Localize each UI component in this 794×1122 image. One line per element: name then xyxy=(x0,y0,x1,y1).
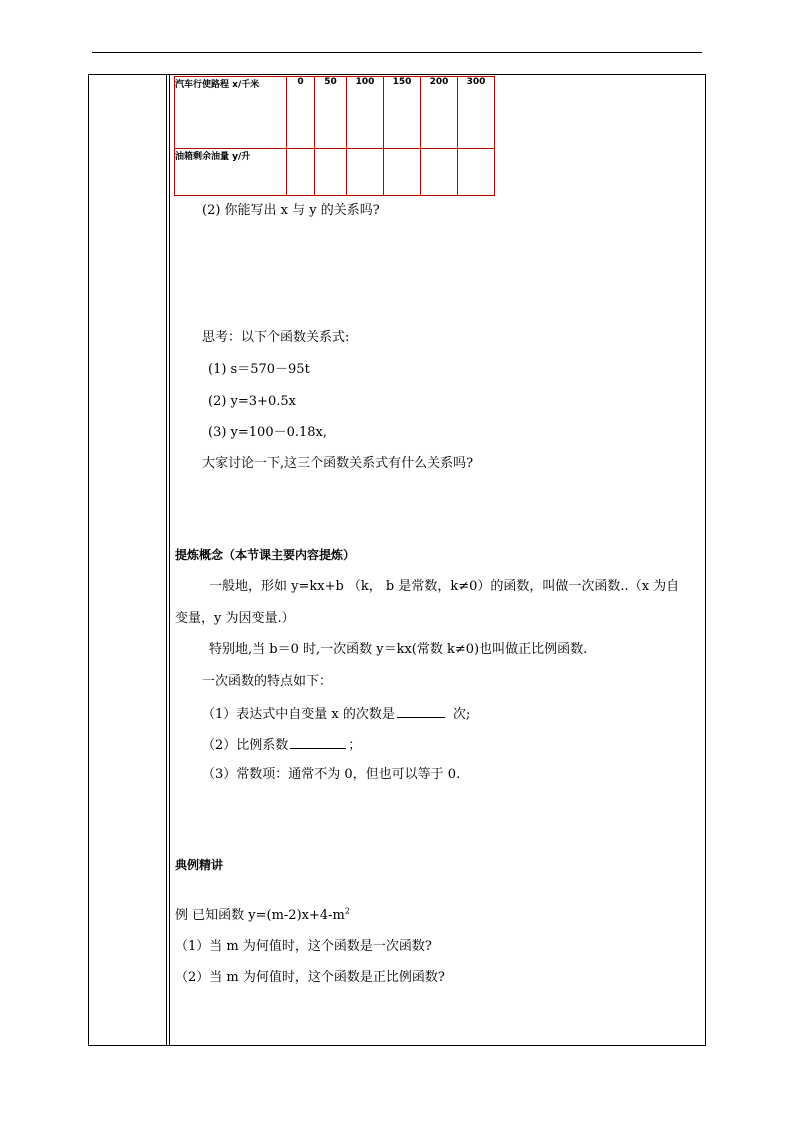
example-question-1: （1）当 m 为何值时，这个函数是一次函数? xyxy=(175,939,432,954)
table-cell: 0 xyxy=(287,77,315,149)
table-cell xyxy=(315,149,347,196)
header-rule xyxy=(92,52,702,53)
concept-line-4: 一次函数的特点如下： xyxy=(202,674,333,689)
table-row xyxy=(175,77,495,149)
concept-line-3: 特别地,当 b＝0 时,一次函数 y＝kx(常数 k≠0)也叫做正比例函数. xyxy=(209,642,588,657)
concept-line-1: 一般地，形如 y=kx+b （k， b 是常数，k≠0）的函数，叫做一次函数..（x 为自 xyxy=(209,579,680,594)
feature-item-2-suffix: ； xyxy=(348,738,362,753)
equation-1: (1) s＝570－95t xyxy=(208,362,310,377)
example-stem-text: 例 已知函数 y=(m-2)x+4-m xyxy=(175,908,345,923)
discussion-prompt: 大家讨论一下,这三个函数关系式有什么关系吗? xyxy=(202,456,474,471)
feature-item-1-suffix: 次; xyxy=(452,707,471,722)
table-cell: 150 xyxy=(384,77,421,149)
table-cell: 100 xyxy=(347,77,384,149)
table-row xyxy=(175,149,495,196)
column-divider xyxy=(166,74,167,1046)
example-stem xyxy=(175,908,350,924)
table-cell xyxy=(421,149,458,196)
table-cell xyxy=(347,149,384,196)
question-2: (2) 你能写出 x 与 y 的关系吗? xyxy=(202,203,380,218)
feature-item-3: （3）常数项：通常不为 0，但也可以等于 0. xyxy=(202,767,461,782)
feature-item-2-text: （2）比例系数 xyxy=(202,738,289,753)
answer-blank-1 xyxy=(397,705,445,718)
row-label-distance: 汽车行使路程 x/千米 xyxy=(175,77,287,149)
feature-item-2 xyxy=(202,736,361,754)
concept-heading: 提炼概念（本节课主要内容提炼） xyxy=(175,548,356,562)
example-question-2: （2）当 m 为何值时，这个函数是正比例函数? xyxy=(175,970,445,985)
row-label-fuel: 油箱剩余油量 y/升 xyxy=(175,149,287,196)
feature-item-1-text: （1）表达式中自变量 x 的次数是 xyxy=(202,707,395,722)
think-title: 思考：以下个函数关系式: xyxy=(202,330,350,345)
column-divider-inner xyxy=(169,74,170,1046)
table-cell: 300 xyxy=(458,77,495,149)
feature-item-1 xyxy=(202,705,470,723)
equation-3: (3) y=100－0.18x, xyxy=(208,425,328,440)
mileage-fuel-table xyxy=(174,76,495,196)
example-heading: 典例精讲 xyxy=(175,858,224,872)
table-cell: 50 xyxy=(315,77,347,149)
equation-2: (2) y=3+0.5x xyxy=(208,394,296,409)
table-cell xyxy=(458,149,495,196)
table-cell xyxy=(287,149,315,196)
table-cell xyxy=(384,149,421,196)
answer-blank-2 xyxy=(290,736,346,749)
example-stem-exponent: 2 xyxy=(344,906,350,916)
concept-line-2: 变量，y 为因变量.） xyxy=(175,611,295,626)
table-cell: 200 xyxy=(421,77,458,149)
